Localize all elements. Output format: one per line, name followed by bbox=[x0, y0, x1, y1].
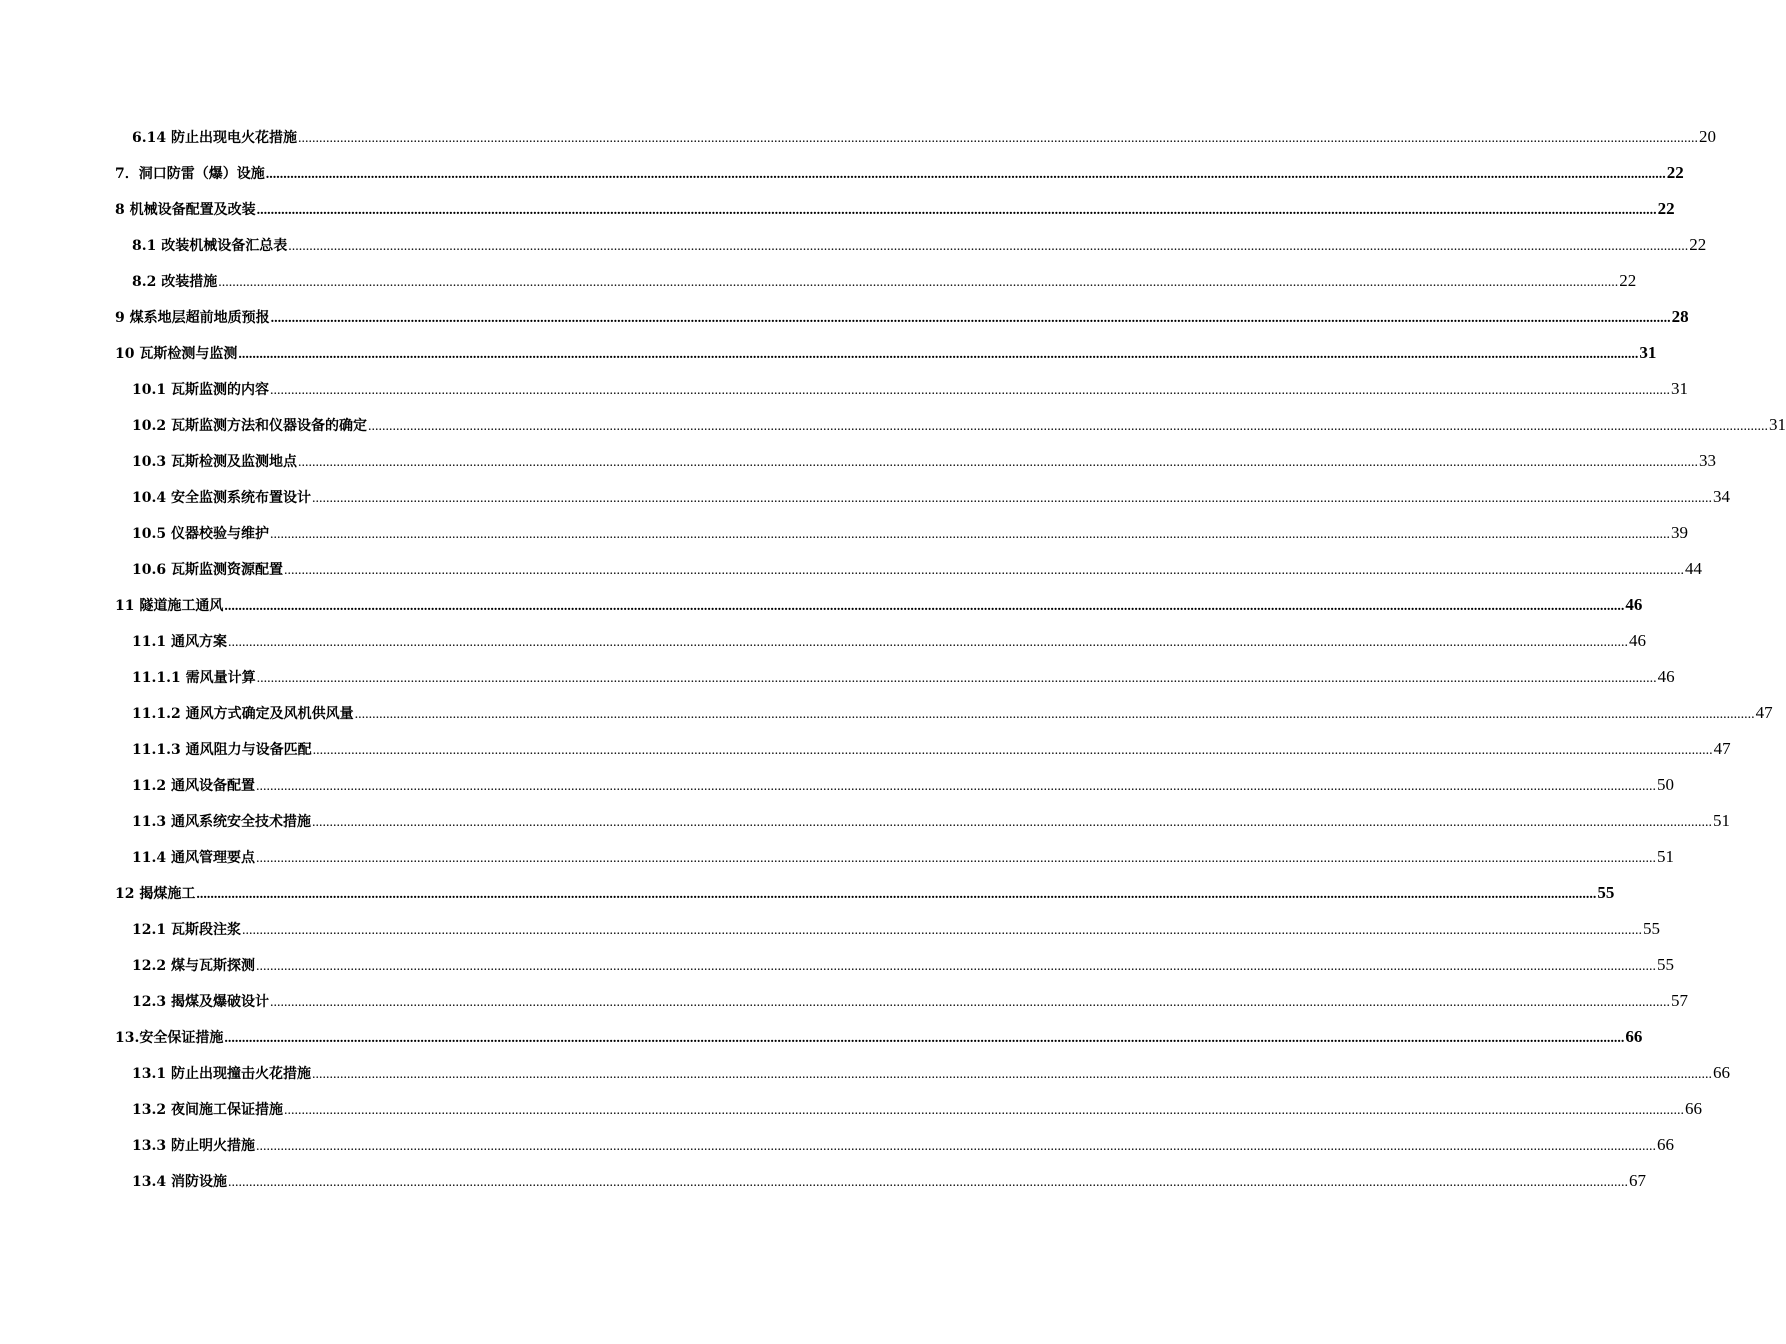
toc-page-number: 57 bbox=[1670, 991, 1688, 1010]
toc-entry-line bbox=[132, 947, 1674, 983]
dot-leader: ................................................................................................................................................................................................................................................................................................................................................................................................................ bbox=[311, 491, 1712, 506]
toc-entry-section[interactable] bbox=[0, 119, 1716, 155]
toc-entry-title: 11.1.1 需风量计算 bbox=[132, 670, 256, 686]
toc-entry-line bbox=[132, 443, 1716, 479]
toc-page-number: 66 bbox=[1712, 1063, 1730, 1082]
dot-leader: ................................................................................................................................................................................................................................................................................................................................................................................................................ bbox=[241, 923, 1642, 938]
dot-leader: ................................................................................................................................................................................................................................................................................................................................................................................................................ bbox=[255, 1139, 1656, 1154]
dot-leader: ................................................................................................................................................................................................................................................................................................................................................................................................................ bbox=[255, 851, 1656, 866]
toc-entry-section[interactable] bbox=[0, 1055, 1730, 1091]
toc-entry-title: 11.2 通风设备配置 bbox=[132, 778, 255, 794]
dot-leader: ................................................................................................................................................................................................................................................................................................................................................................................................................ bbox=[224, 599, 1625, 614]
toc-entry-section[interactable] bbox=[0, 659, 1675, 695]
toc-entry-chapter[interactable] bbox=[0, 191, 1675, 227]
toc-page-number: 47 bbox=[1713, 739, 1731, 758]
toc-entry-section[interactable] bbox=[0, 731, 1731, 767]
dot-leader: ................................................................................................................................................................................................................................................................................................................................................................................................................ bbox=[354, 707, 1755, 722]
toc-page-number: 22 bbox=[1657, 199, 1675, 218]
toc-page-number: 39 bbox=[1670, 523, 1688, 542]
toc-entry-line bbox=[132, 263, 1637, 299]
toc-entry-section[interactable] bbox=[0, 695, 1773, 731]
toc-entry-title: 11.1 通风方案 bbox=[132, 634, 227, 650]
toc-entry-title: 6.14 防止出现电火花措施 bbox=[132, 130, 297, 146]
toc-page-number: 66 bbox=[1625, 1027, 1643, 1046]
toc-entry-title: 13.安全保证措施 bbox=[115, 1030, 224, 1046]
toc-entry-chapter[interactable] bbox=[0, 299, 1689, 335]
toc-entry-section[interactable] bbox=[0, 551, 1702, 587]
toc-page-number: 66 bbox=[1656, 1135, 1674, 1154]
dot-leader: ................................................................................................................................................................................................................................................................................................................................................................................................................ bbox=[269, 995, 1670, 1010]
toc-entry-chapter[interactable] bbox=[0, 1019, 1643, 1055]
dot-leader: ................................................................................................................................................................................................................................................................................................................................................................................................................ bbox=[367, 419, 1768, 434]
toc-page-number: 31 bbox=[1768, 415, 1786, 434]
toc-entry-title: 13.2 夜间施工保证措施 bbox=[132, 1102, 283, 1118]
toc-entry-title: 13.4 消防设施 bbox=[132, 1174, 227, 1190]
toc-page-number: 47 bbox=[1755, 703, 1773, 722]
dot-leader: ................................................................................................................................................................................................................................................................................................................................................................................................................ bbox=[297, 131, 1698, 146]
toc-page-number: 46 bbox=[1657, 667, 1675, 686]
toc-entry-line bbox=[132, 1091, 1702, 1127]
toc-page-number: 55 bbox=[1656, 955, 1674, 974]
toc-entry-line bbox=[132, 479, 1730, 515]
toc-page-number: 44 bbox=[1684, 559, 1702, 578]
dot-leader: ................................................................................................................................................................................................................................................................................................................................................................................................................ bbox=[255, 959, 1656, 974]
toc-entry-section[interactable] bbox=[0, 1163, 1646, 1199]
toc-entry-title: 10.1 瓦斯监测的内容 bbox=[132, 382, 269, 398]
toc-entry-line bbox=[132, 839, 1674, 875]
toc-entry-line bbox=[115, 875, 1615, 911]
toc-entry-chapter[interactable] bbox=[0, 155, 1684, 191]
toc-entry-section[interactable] bbox=[0, 983, 1688, 1019]
dot-leader: ................................................................................................................................................................................................................................................................................................................................................................................................................ bbox=[256, 671, 1657, 686]
toc-entry-line bbox=[132, 1127, 1674, 1163]
toc-entry-line bbox=[115, 587, 1643, 623]
toc-page-number: 55 bbox=[1597, 883, 1615, 902]
toc-entry-line bbox=[115, 155, 1684, 191]
toc-entry-line bbox=[132, 803, 1730, 839]
toc-entry-section[interactable] bbox=[0, 515, 1688, 551]
toc-entry-title: 12 揭煤施工 bbox=[115, 886, 196, 902]
toc-entry-title: 12.2 煤与瓦斯探测 bbox=[132, 958, 255, 974]
table-of-contents bbox=[0, 119, 1786, 1199]
toc-entry-line bbox=[132, 1163, 1646, 1199]
toc-entry-title: 13.1 防止出现撞击火花措施 bbox=[132, 1066, 311, 1082]
dot-leader: ................................................................................................................................................................................................................................................................................................................................................................................................................ bbox=[288, 239, 1689, 254]
dot-leader: ................................................................................................................................................................................................................................................................................................................................................................................................................ bbox=[255, 779, 1656, 794]
toc-entry-line bbox=[115, 335, 1657, 371]
toc-entry-section[interactable] bbox=[0, 1127, 1674, 1163]
toc-entry-section[interactable] bbox=[0, 947, 1674, 983]
toc-page-number: 55 bbox=[1642, 919, 1660, 938]
toc-entry-chapter[interactable] bbox=[0, 587, 1643, 623]
dot-leader: ................................................................................................................................................................................................................................................................................................................................................................................................................ bbox=[311, 1067, 1712, 1082]
toc-entry-section[interactable] bbox=[0, 1091, 1702, 1127]
toc-entry-line bbox=[132, 623, 1646, 659]
toc-entry-line bbox=[115, 191, 1675, 227]
toc-page-number: 46 bbox=[1628, 631, 1646, 650]
toc-entry-section[interactable] bbox=[0, 623, 1646, 659]
toc-entry-title: 12.3 揭煤及爆破设计 bbox=[132, 994, 269, 1010]
toc-entry-line bbox=[132, 695, 1773, 731]
dot-leader: ................................................................................................................................................................................................................................................................................................................................................................................................................ bbox=[227, 1175, 1628, 1190]
toc-page-number: 51 bbox=[1656, 847, 1674, 866]
toc-entry-title: 12.1 瓦斯段注浆 bbox=[132, 922, 241, 938]
toc-entry-section[interactable] bbox=[0, 371, 1688, 407]
dot-leader: ................................................................................................................................................................................................................................................................................................................................................................................................................ bbox=[312, 743, 1713, 758]
toc-page-number: 46 bbox=[1625, 595, 1643, 614]
toc-page-number: 31 bbox=[1639, 343, 1657, 362]
toc-entry-title: 11.1.3 通风阻力与设备匹配 bbox=[132, 742, 312, 758]
toc-entry-title: 13.3 防止明火措施 bbox=[132, 1138, 255, 1154]
toc-page-number: 22 bbox=[1619, 271, 1637, 290]
toc-entry-title: 8 机械设备配置及改装 bbox=[115, 202, 256, 218]
toc-entry-section[interactable] bbox=[0, 407, 1786, 443]
toc-entry-line bbox=[132, 407, 1786, 443]
toc-entry-title: 10.2 瓦斯监测方法和仪器设备的确定 bbox=[132, 418, 367, 434]
toc-entry-section[interactable] bbox=[0, 443, 1716, 479]
dot-leader: ................................................................................................................................................................................................................................................................................................................................................................................................................ bbox=[265, 167, 1666, 182]
toc-entry-title: 11.3 通风系统安全技术措施 bbox=[132, 814, 311, 830]
toc-page-number: 50 bbox=[1656, 775, 1674, 794]
toc-entry-title: 11.1.2 通风方式确定及风机供风量 bbox=[132, 706, 354, 722]
toc-entry-section[interactable] bbox=[0, 803, 1730, 839]
toc-entry-title: 8.1 改装机械设备汇总表 bbox=[132, 238, 288, 254]
dot-leader: ................................................................................................................................................................................................................................................................................................................................................................................................................ bbox=[311, 815, 1712, 830]
toc-entry-line bbox=[132, 1055, 1730, 1091]
toc-entry-title: 11.4 通风管理要点 bbox=[132, 850, 255, 866]
toc-page-number: 22 bbox=[1666, 163, 1684, 182]
toc-entry-chapter[interactable] bbox=[0, 335, 1657, 371]
dot-leader: ................................................................................................................................................................................................................................................................................................................................................................................................................ bbox=[227, 635, 1628, 650]
dot-leader: ................................................................................................................................................................................................................................................................................................................................................................................................................ bbox=[269, 527, 1670, 542]
toc-entry-title: 10.4 安全监测系统布置设计 bbox=[132, 490, 311, 506]
dot-leader: ................................................................................................................................................................................................................................................................................................................................................................................................................ bbox=[283, 563, 1684, 578]
toc-page-number: 22 bbox=[1689, 235, 1707, 254]
toc-page-number: 51 bbox=[1712, 811, 1730, 830]
toc-entry-section[interactable] bbox=[0, 767, 1674, 803]
toc-entry-section[interactable] bbox=[0, 263, 1637, 299]
toc-entry-line bbox=[132, 731, 1731, 767]
toc-entry-title: 10.5 仪器校验与维护 bbox=[132, 526, 269, 542]
toc-entry-section[interactable] bbox=[0, 911, 1660, 947]
toc-page-number: 33 bbox=[1698, 451, 1716, 470]
dot-leader: ................................................................................................................................................................................................................................................................................................................................................................................................................ bbox=[297, 455, 1698, 470]
toc-entry-line bbox=[132, 371, 1688, 407]
toc-entry-title: 7．洞口防雷（爆）设施 bbox=[115, 166, 265, 182]
toc-page-number: 66 bbox=[1684, 1099, 1702, 1118]
toc-entry-title: 10 瓦斯检测与监测 bbox=[115, 346, 238, 362]
toc-entry-section[interactable] bbox=[0, 839, 1674, 875]
dot-leader: ................................................................................................................................................................................................................................................................................................................................................................................................................ bbox=[218, 275, 1619, 290]
dot-leader: ................................................................................................................................................................................................................................................................................................................................................................................................................ bbox=[270, 311, 1671, 326]
dot-leader: ................................................................................................................................................................................................................................................................................................................................................................................................................ bbox=[256, 203, 1657, 218]
toc-entry-line bbox=[132, 551, 1702, 587]
dot-leader: ................................................................................................................................................................................................................................................................................................................................................................................................................ bbox=[224, 1031, 1625, 1046]
dot-leader: ................................................................................................................................................................................................................................................................................................................................................................................................................ bbox=[283, 1103, 1684, 1118]
toc-page-number: 34 bbox=[1712, 487, 1730, 506]
toc-entry-line bbox=[115, 299, 1689, 335]
toc-entry-chapter[interactable] bbox=[0, 875, 1615, 911]
toc-page-number: 67 bbox=[1628, 1171, 1646, 1190]
toc-entry-line bbox=[132, 983, 1688, 1019]
toc-entry-line bbox=[132, 515, 1688, 551]
dot-leader: ................................................................................................................................................................................................................................................................................................................................................................................................................ bbox=[238, 347, 1639, 362]
dot-leader: ................................................................................................................................................................................................................................................................................................................................................................................................................ bbox=[196, 887, 1597, 902]
toc-entry-line bbox=[132, 119, 1716, 155]
toc-entry-section[interactable] bbox=[0, 479, 1730, 515]
toc-entry-title: 8.2 改装措施 bbox=[132, 274, 218, 290]
toc-page-number: 28 bbox=[1671, 307, 1689, 326]
toc-page-number: 31 bbox=[1670, 379, 1688, 398]
toc-entry-section[interactable] bbox=[0, 227, 1707, 263]
toc-page-number: 20 bbox=[1698, 127, 1716, 146]
toc-entry-line bbox=[132, 767, 1674, 803]
toc-entry-title: 10.3 瓦斯检测及监测地点 bbox=[132, 454, 297, 470]
dot-leader: ................................................................................................................................................................................................................................................................................................................................................................................................................ bbox=[269, 383, 1670, 398]
toc-entry-line bbox=[115, 1019, 1643, 1055]
toc-entry-title: 9 煤系地层超前地质预报 bbox=[115, 310, 270, 326]
toc-entry-title: 11 隧道施工通风 bbox=[115, 598, 224, 614]
toc-entry-title: 10.6 瓦斯监测资源配置 bbox=[132, 562, 283, 578]
toc-entry-line bbox=[132, 911, 1660, 947]
toc-entry-line bbox=[132, 227, 1707, 263]
toc-entry-line bbox=[132, 659, 1675, 695]
